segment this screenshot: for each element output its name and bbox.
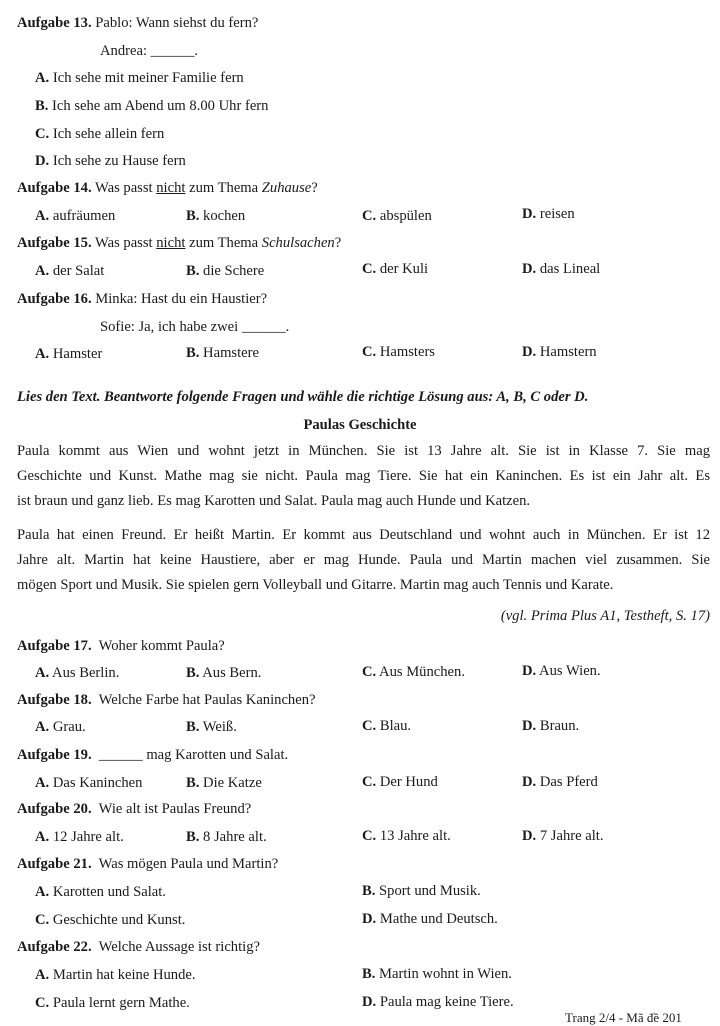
q20-option-d[interactable]: D. 7 Jahre alt. (522, 828, 604, 844)
q14-option-d[interactable]: D. reisen (522, 206, 575, 222)
q13-option-c[interactable]: C. Ich sehe allein fern (35, 126, 165, 142)
q20-option-b[interactable]: B. 8 Jahre alt. (186, 829, 267, 845)
q15-option-a[interactable]: A. der Salat (35, 263, 105, 279)
q20-stem: Aufgabe 20. Wie alt ist Paulas Freund? (17, 801, 252, 817)
q13-option-b[interactable]: B. Ich sehe am Abend um 8.00 Uhr fern (35, 98, 269, 114)
q13-option-a[interactable]: A. Ich sehe mit meiner Familie fern (35, 70, 244, 86)
reading-paragraph-1: Paula kommt aus Wien und wohnt jetzt in München. Sie ist 13 Jahre alt. Sie ist in Klasse 7. Sie mag Geschichte und Kunst. Mathe mag sie nicht. Paula mag Tiere. Sie hat ein Kaninchen. Es ist ein Jahr alt. Es ist braun und ganz lieb. Es mag Karotten und Salat. Paula mag auch Hunde und Katzen. (17, 443, 710, 509)
q17-option-b[interactable]: B. Aus Bern. (186, 665, 262, 681)
q14-option-a[interactable]: A. aufräumen (35, 208, 116, 224)
q19-option-c[interactable]: C. Der Hund (362, 774, 438, 790)
q21-option-b[interactable]: B. Sport und Musik. (362, 883, 481, 899)
q19-stem: Aufgabe 19. ______ mag Karotten und Salat. (17, 747, 289, 763)
q16-option-a[interactable]: A. Hamster (35, 346, 103, 362)
q14-stem: Aufgabe 14. Was passt nicht zum Thema Zuhause? (17, 180, 318, 196)
q16-option-c[interactable]: C. Hamsters (362, 344, 435, 360)
q14-option-b[interactable]: B. kochen (186, 208, 246, 224)
q17-option-a[interactable]: A. Aus Berlin. (35, 665, 120, 681)
q22-stem: Aufgabe 22. Welche Aussage ist richtig? (17, 939, 260, 955)
q15-stem: Aufgabe 15. Was passt nicht zum Thema Schulsachen? (17, 235, 342, 251)
q18-option-d[interactable]: D. Braun. (522, 718, 580, 734)
q21-option-d[interactable]: D. Mathe und Deutsch. (362, 911, 498, 927)
q18-stem: Aufgabe 18. Welche Farbe hat Paulas Kaninchen? (17, 692, 316, 708)
q22-option-a[interactable]: A. Martin hat keine Hunde. (35, 967, 196, 983)
reading-source: (vgl. Prima Plus A1, Testheft, S. 17) (500, 608, 710, 624)
q17-stem: Aufgabe 17. Woher kommt Paula? (17, 638, 225, 654)
page-footer: Trang 2/4 - Mã đề 201 (565, 1010, 682, 1025)
q22-option-c[interactable]: C. Paula lernt gern Mathe. (35, 995, 190, 1011)
reading-paragraph-2: Paula hat einen Freund. Er heißt Martin. Er kommt aus Deutschland und wohnt auch in München. Er ist 12 Jahre alt. Martin hat keine Haustiere, aber er mag Hunde. Paula und Martin machen viel zusammen. Sie mögen Sport und Musik. Sie spielen gern Volleyball und Gitarre. Martin mag auch Tennis und Karate. (17, 527, 710, 593)
reading-instruction: Lies den Text. Beantworte folgende Fragen und wähle die richtige Lösung aus: A, B, C oder D. (17, 389, 589, 405)
q14-option-c[interactable]: C. abspülen (362, 208, 432, 224)
q21-option-c[interactable]: C. Geschichte und Kunst. (35, 912, 186, 928)
q17-option-d[interactable]: D. Aus Wien. (522, 663, 601, 679)
q21-option-a[interactable]: A. Karotten und Salat. (35, 884, 166, 900)
q21-stem: Aufgabe 21. Was mögen Paula und Martin? (17, 856, 279, 872)
q15-option-d[interactable]: D. das Lineal (522, 261, 601, 277)
q18-option-a[interactable]: A. Grau. (35, 719, 86, 735)
q13-stem: Aufgabe 13. Pablo: Wann siehst du fern? (17, 15, 259, 31)
q16-sub: Sofie: Ja, ich habe zwei ______. (100, 319, 290, 335)
q19-option-d[interactable]: D. Das Pferd (522, 774, 598, 790)
q16-stem: Aufgabe 16. Minka: Hast du ein Haustier? (17, 291, 268, 307)
q13-label: Aufgabe 13. (17, 15, 92, 31)
q13-option-d[interactable]: D. Ich sehe zu Hause fern (35, 153, 186, 169)
q15-option-b[interactable]: B. die Schere (186, 263, 265, 279)
q22-option-b[interactable]: B. Martin wohnt in Wien. (362, 966, 512, 982)
q19-option-a[interactable]: A. Das Kaninchen (35, 775, 143, 791)
q16-option-b[interactable]: B. Hamstere (186, 345, 259, 361)
q18-option-b[interactable]: B. Weiß. (186, 719, 237, 735)
q19-option-b[interactable]: B. Die Katze (186, 775, 262, 791)
q22-option-d[interactable]: D. Paula mag keine Tiere. (362, 994, 514, 1010)
q15-option-c[interactable]: C. der Kuli (362, 261, 429, 277)
q13-sub: Andrea: ______. (100, 43, 199, 59)
q16-option-d[interactable]: D. Hamstern (522, 344, 597, 360)
q20-option-a[interactable]: A. 12 Jahre alt. (35, 829, 124, 845)
q17-option-c[interactable]: C. Aus München. (362, 664, 465, 680)
q18-option-c[interactable]: C. Blau. (362, 718, 412, 734)
reading-title: Paulas Geschichte (303, 417, 417, 433)
q20-option-c[interactable]: C. 13 Jahre alt. (362, 828, 451, 844)
